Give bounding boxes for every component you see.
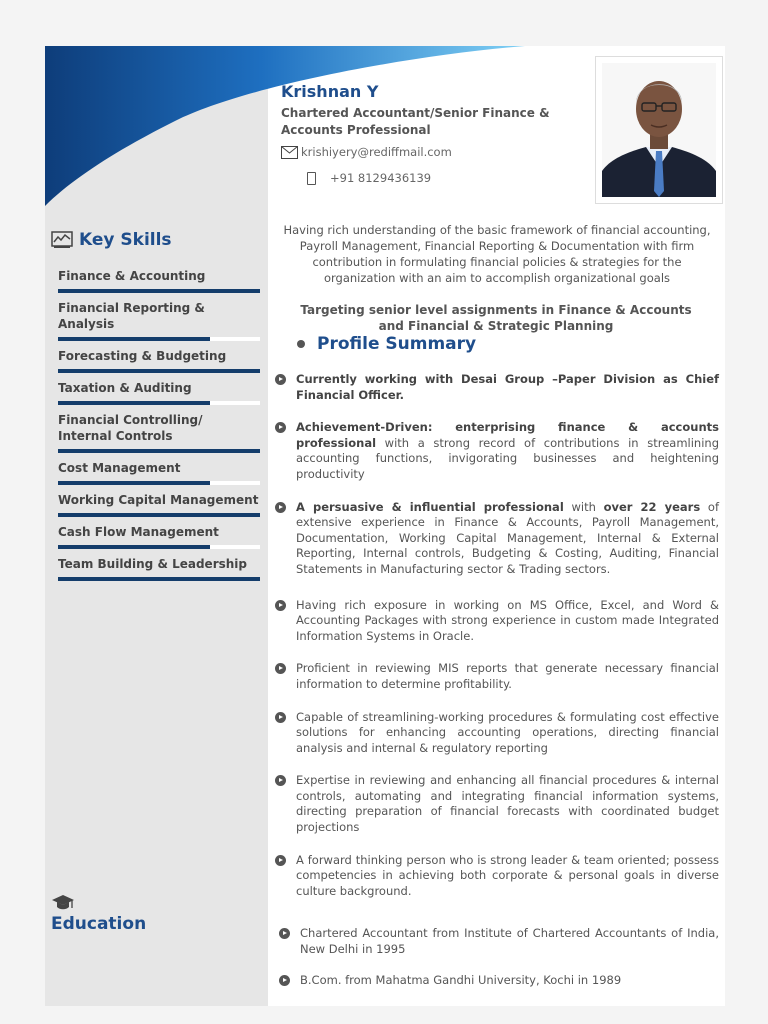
list-item (275, 853, 719, 900)
bullet-text: Proficient in reviewing MIS reports that generate necessary financial information to determine profitability. (296, 661, 719, 691)
skill-item (58, 348, 260, 373)
phone-icon (307, 172, 316, 185)
list-item (275, 710, 719, 757)
candidate-name: Krishnan Y (281, 82, 379, 101)
skill-level-fill (58, 337, 210, 341)
email-text[interactable]: krishiyery@rediffmail.com (301, 145, 452, 159)
skill-item (58, 556, 260, 581)
education-label: Education (51, 914, 147, 934)
skill-level-bar (58, 289, 260, 293)
skill-label: Forecasting & Budgeting (58, 349, 227, 363)
list-item (275, 598, 719, 645)
skill-level-bar (58, 449, 260, 453)
skill-level-bar (58, 513, 260, 517)
list-item (275, 372, 719, 403)
list-item (275, 661, 719, 692)
skill-level-bar (58, 481, 260, 485)
skill-level-fill (58, 401, 210, 405)
skills-list (58, 268, 260, 588)
bullet-text-bold: over 22 years (603, 499, 701, 514)
key-skills-label: Key Skills (79, 230, 172, 250)
skill-level-bar (58, 545, 260, 549)
list-item (279, 926, 719, 957)
header (281, 82, 561, 185)
bullet-arrow-icon (275, 600, 286, 611)
list-item (279, 973, 719, 989)
skill-item (58, 412, 260, 453)
skill-label: Cost Management (58, 461, 181, 475)
bullet-arrow-icon (279, 928, 290, 939)
skill-label: Financial Reporting & Analysis (58, 301, 205, 331)
graduation-cap-icon (51, 894, 75, 912)
bullet-text: with (563, 499, 604, 514)
key-skills-heading (51, 230, 172, 250)
candidate-title: Chartered Accountant/Senior Finance & Accounts Professional (281, 106, 550, 137)
chart-monitor-icon (51, 231, 73, 249)
education-list (279, 926, 719, 1005)
bullet-text: of extensive experience in Finance & Accounts, Payroll Management, Documentation, Working Capital Management, Internal & External Reporting, Internal controls, Budgeting & Costing, Auditing, Financial Statements in Manufacturing sector & Trading sectors. (296, 499, 719, 576)
skill-label: Taxation & Auditing (58, 381, 192, 395)
bullet-arrow-icon (275, 502, 286, 513)
skill-level-bar (58, 369, 260, 373)
skill-level-fill (58, 577, 260, 581)
list-item (275, 420, 719, 482)
bullet-arrow-icon (275, 663, 286, 674)
portrait-image (602, 63, 716, 197)
skill-item (58, 300, 260, 341)
skill-label: Cash Flow Management (58, 525, 219, 539)
skill-level-bar (58, 577, 260, 581)
bullet-text-bold: Achievement-Driven: enterprising finance & accounts professional (296, 420, 719, 450)
bullet-arrow-icon (275, 855, 286, 866)
education-heading (51, 914, 146, 934)
list-item (275, 773, 719, 835)
skill-label: Financial Controlling/ Internal Controls (58, 413, 203, 443)
skill-level-fill (58, 449, 260, 453)
email-row (281, 145, 561, 159)
bullet-arrow-icon (275, 374, 286, 385)
skill-label: Team Building & Leadership (58, 557, 247, 571)
skill-level-bar (58, 337, 260, 341)
skill-label: Finance & Accounting (58, 269, 206, 283)
pin-icon (297, 340, 305, 348)
target-statement: Targeting senior level assignments in Finance & Accounts and Financial & Strategic Planning (300, 303, 692, 333)
bullet-text: Expertise in reviewing and enhancing all financial procedures & internal controls, automating and integrating financial information systems, directing preparation of financial forecasts with coordinated budget projections (296, 773, 719, 835)
skill-level-fill (58, 513, 260, 517)
skill-level-fill (58, 545, 210, 549)
bullet-text: Capable of streamlining-working procedures & formulating cost effective solutions for enhancing accounting operations, directing financial analysis and internal & regulatory reporting (296, 709, 719, 755)
skill-item (58, 524, 260, 549)
skill-level-fill (58, 289, 260, 293)
phone-text: +91 8129436139 (330, 171, 432, 185)
phone-row (281, 171, 561, 185)
profile-summary-heading (297, 334, 476, 354)
profile-summary-label: Profile Summary (317, 334, 477, 354)
skill-item (58, 492, 260, 517)
list-item (275, 500, 719, 578)
bullet-text: A forward thinking person who is strong leader & team oriented; possess competencies in achieving both corporate & personal goals in diverse culture background. (296, 852, 719, 898)
intro-paragraph: Having rich understanding of the basic framework of financial accounting, Payroll Management, Financial Reporting & Documentation with firm contribution in formulating financial policies & strategies for the organization with an aim to accomplish organizational goals (283, 223, 711, 285)
bullet-text-bold: Currently working with Desai Group –Paper Division as Chief Financial Officer. (296, 372, 719, 402)
skill-level-fill (58, 369, 260, 373)
skill-label: Working Capital Management (58, 493, 259, 507)
bullet-text: Having rich exposure in working on MS Office, Excel, and Word & Accounting Packages with strong experience in custom made Integrated Information Systems in Oracle. (296, 597, 719, 643)
bullet-text: with a strong record of contributions in streamlining accounting functions, invigorating businesses and heightening productivity (296, 435, 719, 481)
education-entry: Chartered Accountant from Institute of Chartered Accountants of India, New Delhi in 1995 (300, 926, 719, 956)
skill-item (58, 460, 260, 485)
resume-page (45, 46, 725, 1006)
bullet-text-bold: A persuasive & influential professional (296, 499, 564, 514)
profile-bullets (275, 372, 719, 916)
bullet-arrow-icon (275, 712, 286, 723)
profile-photo (595, 56, 723, 204)
bullet-arrow-icon (279, 975, 290, 986)
mail-icon (281, 146, 298, 159)
skill-item (58, 380, 260, 405)
skill-level-bar (58, 401, 260, 405)
skill-level-fill (58, 481, 210, 485)
skill-item (58, 268, 260, 293)
bullet-arrow-icon (275, 775, 286, 786)
education-entry: B.Com. from Mahatma Gandhi University, Kochi in 1989 (300, 973, 622, 988)
bullet-arrow-icon (275, 422, 286, 433)
